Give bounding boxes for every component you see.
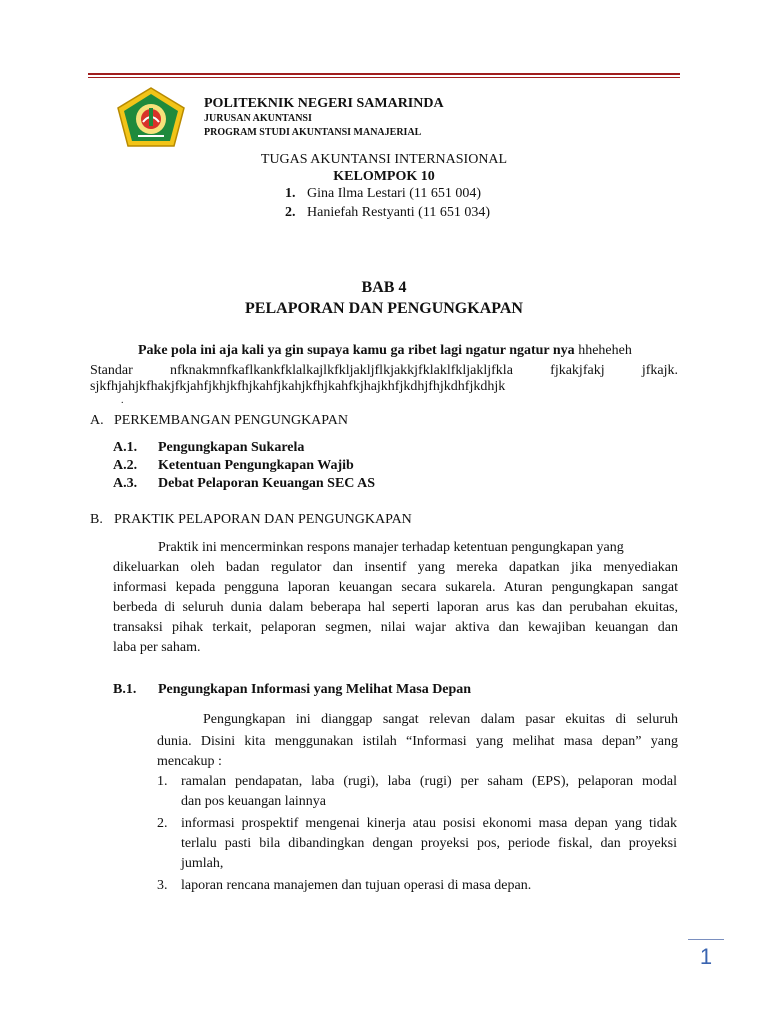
page-number: 1 <box>699 944 713 969</box>
section-a-heading: A. PERKEMBANGAN PENGUNGKAPAN <box>90 413 349 428</box>
header-rule-thin <box>88 77 680 78</box>
section-b-para-line: laba per saham. <box>113 640 201 655</box>
section-b-para-line: Praktik ini mencerminkan respons manajer terhadap ketentuan pengungkapan yang <box>158 540 624 555</box>
section-a-item: A.3. Debat Pelaporan Keuangan SEC AS <box>113 476 376 491</box>
section-a-item: A.1. Pengungkapan Sukarela <box>113 440 305 455</box>
department-name: JURUSAN AKUNTANSI <box>204 113 312 124</box>
intro-line-2: Standar nfknakmnfkaflkankfklalkajlkfkljakljflkjakkjfklaklfkljakljfkla fjkakjfakj jfkajk. <box>90 363 678 378</box>
list-item: 1. ramalan pendapatan, laba (rugi), laba (rugi) per saham (EPS), pelaporan modal dan pos keuangan lainnya <box>157 774 677 809</box>
section-b-para-line: dikeluarkan oleh badan regulator dan insentif yang mereka dapatkan jika menyediakan <box>113 560 678 575</box>
section-b1-para-line: mencakup : <box>157 754 222 769</box>
member-item: 2. Haniefah Restyanti (11 651 034) <box>285 205 490 220</box>
institution-name: POLITEKNIK NEGERI SAMARINDA <box>204 96 444 111</box>
intro-line-1: Pake pola ini aja kali ya gin supaya kamu ga ribet lagi ngatur ngatur nya hheheheh <box>138 343 632 358</box>
chapter-title: PELAPORAN DAN PENGUNGKAPAN <box>245 300 523 317</box>
header-rule <box>88 73 680 75</box>
program-name: PROGRAM STUDI AKUNTANSI MANAJERIAL <box>204 127 422 138</box>
section-b-heading: B. PRAKTIK PELAPORAN DAN PENGUNGKAPAN <box>90 512 412 527</box>
task-title: TUGAS AKUNTANSI INTERNASIONAL <box>260 152 508 167</box>
section-b-para-line: berbeda di seluruh dunia dalam beberapa hal seperti laporan arus kas dan perubahan ekuitas, <box>113 600 678 615</box>
intro-dot: . <box>121 395 124 406</box>
section-a-item: A.2. Ketentuan Pengungkapan Wajib <box>113 458 354 473</box>
polnes-logo-icon <box>116 86 186 148</box>
list-item: 3. laporan rencana manajemen dan tujuan operasi di masa depan. <box>157 878 532 893</box>
intro-line-3: sjkfhjahjkfhakjfkjahfjkhjkfhjkahfjkahjkfhjkahfkjhajkhfjkdhjfhjkdhfjkdhjk <box>90 379 506 394</box>
group-name: KELOMPOK 10 <box>333 169 435 184</box>
section-b-para-line: transaksi pihak terkait, pelaporan segmen, nilai wajar aktiva dan kewajiban keuangan dan <box>113 620 678 635</box>
section-b-para-line: informasi kepada pengguna laporan keuangan secara sukarela. Aturan pengungkapan sangat <box>113 580 678 595</box>
section-b1-heading: B.1. Pengungkapan Informasi yang Melihat Masa Depan <box>113 682 472 697</box>
chapter-number: BAB 4 <box>361 279 407 296</box>
section-b1-para-line: dunia. Disini kita menggunakan istilah “Informasi yang melihat masa depan” yang <box>157 734 678 749</box>
member-item: 1. Gina Ilma Lestari (11 651 004) <box>285 186 482 201</box>
list-item: 2. informasi prospektif mengenai kinerja atau posisi ekonomi masa depan yang tidak terlalu pasti bila dibandingkan dengan proyeksi pos, periode fiskal, dan proyeksi jumlah, <box>157 816 677 871</box>
page-number-rule <box>688 939 724 940</box>
section-b1-para-line: Pengungkapan ini dianggap sangat relevan dalam pasar ekuitas di seluruh <box>203 712 678 727</box>
